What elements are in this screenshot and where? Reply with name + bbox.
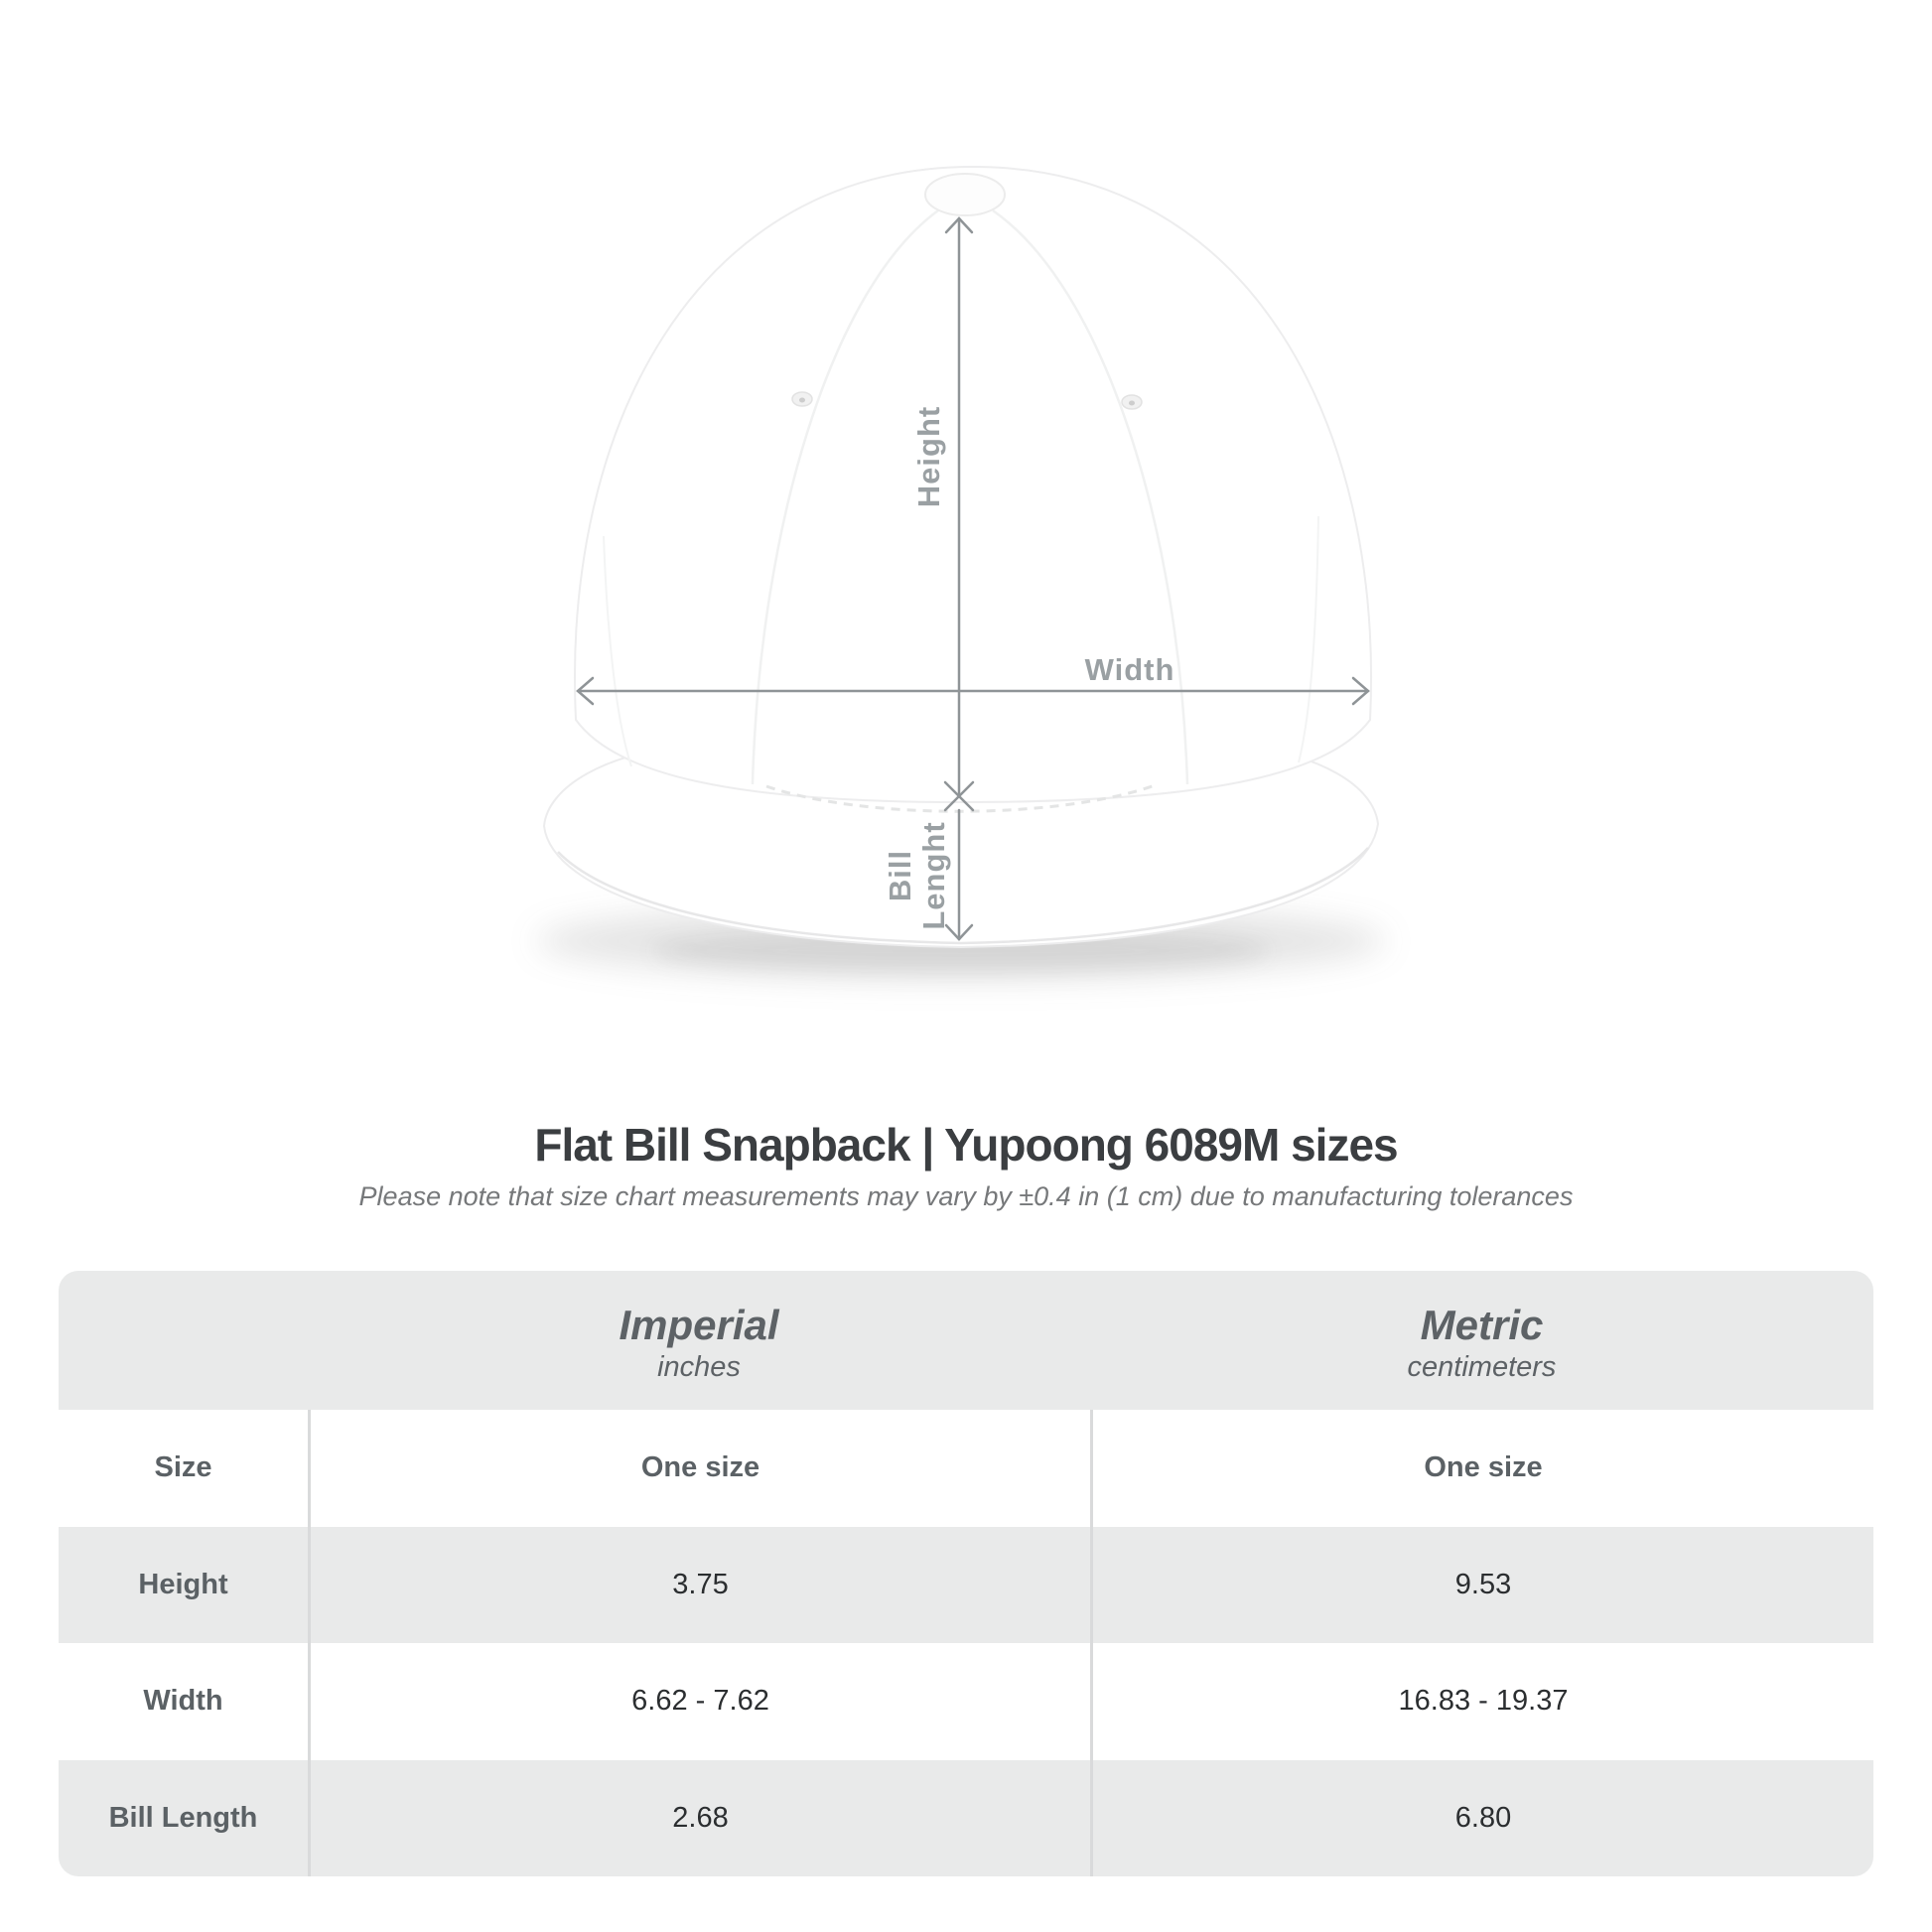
column-group-metric	[1090, 1271, 1873, 1410]
bill-length-label-line2: Lenght	[916, 821, 951, 930]
metric-value: One size	[1090, 1410, 1873, 1527]
page-title: Flat Bill Snapback | Yupoong 6089M sizes	[534, 1119, 1398, 1171]
column-group-sublabel: centimeters	[1407, 1351, 1557, 1384]
header-spacer	[59, 1271, 308, 1410]
row-label: Size	[154, 1451, 212, 1484]
row-label: Bill Length	[108, 1801, 258, 1834]
tolerance-note: Please note that size chart measurements may vary by ±0.4 in (1 cm) due to manufacturing tolerances	[358, 1181, 1574, 1211]
table-row-size	[59, 1410, 1873, 1527]
eyelet-left	[792, 392, 812, 406]
imperial-value: 6.62 - 7.62	[308, 1643, 1090, 1760]
width-label: Width	[1084, 652, 1175, 687]
row-label: Height	[138, 1568, 228, 1600]
hat-illustration	[437, 139, 1489, 1013]
imperial-value: 2.68	[308, 1760, 1090, 1877]
hat-button	[925, 174, 1005, 215]
table-row-width	[59, 1643, 1873, 1760]
column-group-label: Imperial	[619, 1301, 779, 1348]
table-row-height	[59, 1527, 1873, 1644]
column-group-imperial	[308, 1271, 1090, 1410]
size-table	[59, 1271, 1873, 1876]
imperial-value: 3.75	[308, 1527, 1090, 1644]
table-row-bill-length	[59, 1760, 1873, 1877]
table-header	[59, 1271, 1873, 1410]
column-group-label: Metric	[1420, 1301, 1544, 1348]
metric-value: 9.53	[1090, 1527, 1873, 1644]
eyelet-right	[1122, 395, 1142, 409]
metric-value: 6.80	[1090, 1760, 1873, 1877]
imperial-value: One size	[308, 1410, 1090, 1527]
row-label: Width	[143, 1685, 223, 1718]
hat-measurement-diagram	[437, 139, 1489, 1013]
height-label: Height	[911, 405, 946, 508]
column-group-sublabel: inches	[657, 1351, 741, 1384]
bill-length-label-line1: Bill	[883, 849, 917, 902]
metric-value: 16.83 - 19.37	[1090, 1643, 1873, 1760]
hat-crown	[575, 167, 1371, 811]
